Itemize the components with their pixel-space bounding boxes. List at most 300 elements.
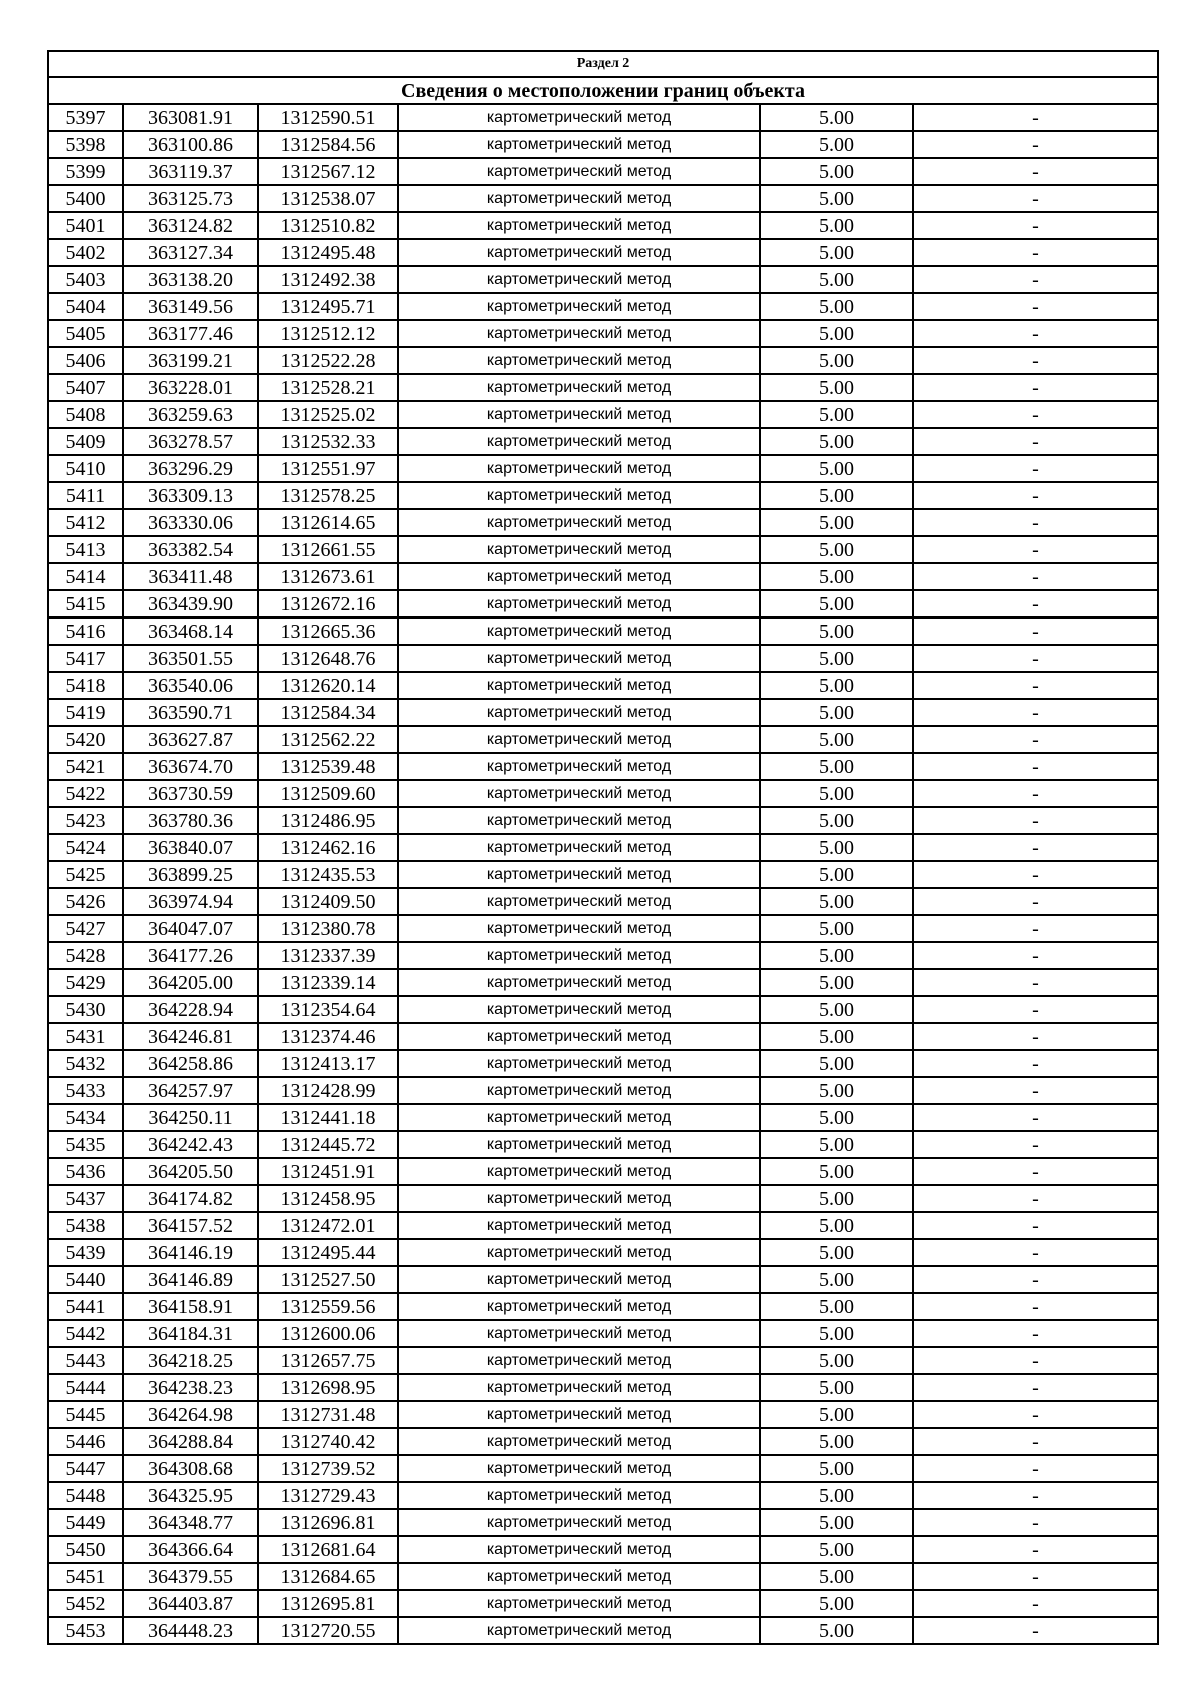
accuracy-cell: 5.00 — [760, 780, 913, 807]
coord-x-cell: 364264.98 — [123, 1401, 258, 1428]
point-number-cell: 5400 — [48, 185, 123, 212]
table-row — [48, 1482, 1158, 1509]
point-number-cell: 5451 — [48, 1563, 123, 1590]
method-cell: картометрический метод — [398, 1266, 760, 1293]
accuracy-cell: 5.00 — [760, 1104, 913, 1131]
point-number-cell: 5445 — [48, 1401, 123, 1428]
note-cell: - — [913, 1320, 1158, 1347]
point-number-cell: 5398 — [48, 131, 123, 158]
method-cell: картометрический метод — [398, 374, 760, 401]
note-cell: - — [913, 1158, 1158, 1185]
coord-y-cell: 1312698.95 — [258, 1374, 398, 1401]
table-row — [48, 293, 1158, 320]
point-number-cell: 5434 — [48, 1104, 123, 1131]
table-row — [48, 131, 1158, 158]
coord-x-cell: 363411.48 — [123, 563, 258, 590]
coord-y-cell: 1312665.36 — [258, 618, 398, 646]
point-number-cell: 5403 — [48, 266, 123, 293]
accuracy-cell: 5.00 — [760, 1509, 913, 1536]
note-cell: - — [913, 374, 1158, 401]
note-cell: - — [913, 563, 1158, 590]
table-row — [48, 1509, 1158, 1536]
table-row — [48, 1590, 1158, 1617]
accuracy-cell: 5.00 — [760, 1050, 913, 1077]
table-row — [48, 1077, 1158, 1104]
note-cell: - — [913, 158, 1158, 185]
accuracy-cell: 5.00 — [760, 1590, 913, 1617]
table-row — [48, 1158, 1158, 1185]
accuracy-cell: 5.00 — [760, 1563, 913, 1590]
table-title-row — [48, 77, 1158, 104]
accuracy-cell: 5.00 — [760, 672, 913, 699]
coord-x-cell: 364157.52 — [123, 1212, 258, 1239]
method-cell: картометрический метод — [398, 888, 760, 915]
accuracy-cell: 5.00 — [760, 1239, 913, 1266]
point-number-cell: 5427 — [48, 915, 123, 942]
point-number-cell: 5452 — [48, 1590, 123, 1617]
table-row — [48, 590, 1158, 618]
method-cell: картометрический метод — [398, 1509, 760, 1536]
accuracy-cell: 5.00 — [760, 536, 913, 563]
method-cell: картометрический метод — [398, 1590, 760, 1617]
note-cell: - — [913, 726, 1158, 753]
accuracy-cell: 5.00 — [760, 1293, 913, 1320]
accuracy-cell: 5.00 — [760, 1158, 913, 1185]
table-row — [48, 185, 1158, 212]
method-cell: картометрический метод — [398, 915, 760, 942]
point-number-cell: 5421 — [48, 753, 123, 780]
coord-y-cell: 1312495.71 — [258, 293, 398, 320]
coord-y-cell: 1312522.28 — [258, 347, 398, 374]
method-cell: картометрический метод — [398, 1158, 760, 1185]
table-row — [48, 266, 1158, 293]
accuracy-cell: 5.00 — [760, 1131, 913, 1158]
table-row — [48, 482, 1158, 509]
note-cell: - — [913, 347, 1158, 374]
accuracy-cell: 5.00 — [760, 807, 913, 834]
accuracy-cell: 5.00 — [760, 1320, 913, 1347]
accuracy-cell: 5.00 — [760, 996, 913, 1023]
accuracy-cell: 5.00 — [760, 699, 913, 726]
method-cell: картометрический метод — [398, 401, 760, 428]
method-cell: картометрический метод — [398, 834, 760, 861]
table-row — [48, 726, 1158, 753]
table-row — [48, 212, 1158, 239]
point-number-cell: 5409 — [48, 428, 123, 455]
note-cell: - — [913, 1266, 1158, 1293]
note-cell: - — [913, 1482, 1158, 1509]
accuracy-cell: 5.00 — [760, 401, 913, 428]
accuracy-cell: 5.00 — [760, 753, 913, 780]
note-cell: - — [913, 1590, 1158, 1617]
point-number-cell: 5438 — [48, 1212, 123, 1239]
coord-y-cell: 1312739.52 — [258, 1455, 398, 1482]
table-row — [48, 1104, 1158, 1131]
coord-y-cell: 1312525.02 — [258, 401, 398, 428]
accuracy-cell: 5.00 — [760, 1428, 913, 1455]
table-row — [48, 888, 1158, 915]
table-row — [48, 1266, 1158, 1293]
table-row — [48, 1293, 1158, 1320]
accuracy-cell: 5.00 — [760, 942, 913, 969]
method-cell: картометрический метод — [398, 942, 760, 969]
coord-x-cell: 363296.29 — [123, 455, 258, 482]
accuracy-cell: 5.00 — [760, 1347, 913, 1374]
method-cell: картометрический метод — [398, 131, 760, 158]
coord-y-cell: 1312441.18 — [258, 1104, 398, 1131]
coord-x-cell: 363840.07 — [123, 834, 258, 861]
coord-x-cell: 363439.90 — [123, 590, 258, 618]
accuracy-cell: 5.00 — [760, 509, 913, 536]
note-cell: - — [913, 1050, 1158, 1077]
table-row — [48, 780, 1158, 807]
coord-y-cell: 1312539.48 — [258, 753, 398, 780]
accuracy-cell: 5.00 — [760, 1023, 913, 1050]
point-number-cell: 5441 — [48, 1293, 123, 1320]
coord-x-cell: 363199.21 — [123, 347, 258, 374]
accuracy-cell: 5.00 — [760, 726, 913, 753]
point-number-cell: 5431 — [48, 1023, 123, 1050]
point-number-cell: 5401 — [48, 212, 123, 239]
coord-y-cell: 1312532.33 — [258, 428, 398, 455]
coord-y-cell: 1312740.42 — [258, 1428, 398, 1455]
coord-y-cell: 1312661.55 — [258, 536, 398, 563]
coord-x-cell: 363590.71 — [123, 699, 258, 726]
coord-y-cell: 1312696.81 — [258, 1509, 398, 1536]
table-row — [48, 699, 1158, 726]
coord-y-cell: 1312731.48 — [258, 1401, 398, 1428]
coord-x-cell: 364379.55 — [123, 1563, 258, 1590]
table-row — [48, 563, 1158, 590]
table-row — [48, 158, 1158, 185]
accuracy-cell: 5.00 — [760, 618, 913, 646]
table-row — [48, 374, 1158, 401]
table-row — [48, 1563, 1158, 1590]
point-number-cell: 5432 — [48, 1050, 123, 1077]
accuracy-cell: 5.00 — [760, 915, 913, 942]
coord-x-cell: 363730.59 — [123, 780, 258, 807]
note-cell: - — [913, 699, 1158, 726]
coord-y-cell: 1312458.95 — [258, 1185, 398, 1212]
method-cell: картометрический метод — [398, 158, 760, 185]
note-cell: - — [913, 942, 1158, 969]
coord-x-cell: 363627.87 — [123, 726, 258, 753]
accuracy-cell: 5.00 — [760, 834, 913, 861]
accuracy-cell: 5.00 — [760, 969, 913, 996]
point-number-cell: 5446 — [48, 1428, 123, 1455]
method-cell: картометрический метод — [398, 1374, 760, 1401]
accuracy-cell: 5.00 — [760, 563, 913, 590]
coord-y-cell: 1312681.64 — [258, 1536, 398, 1563]
note-cell: - — [913, 861, 1158, 888]
accuracy-cell: 5.00 — [760, 104, 913, 131]
point-number-cell: 5399 — [48, 158, 123, 185]
table-row — [48, 1320, 1158, 1347]
method-cell: картометрический метод — [398, 1239, 760, 1266]
coord-y-cell: 1312584.56 — [258, 131, 398, 158]
coord-y-cell: 1312374.46 — [258, 1023, 398, 1050]
point-number-cell: 5439 — [48, 1239, 123, 1266]
method-cell: картометрический метод — [398, 293, 760, 320]
table-row — [48, 618, 1158, 646]
table-row — [48, 455, 1158, 482]
table-row — [48, 969, 1158, 996]
coord-x-cell: 364184.31 — [123, 1320, 258, 1347]
method-cell: картометрический метод — [398, 509, 760, 536]
point-number-cell: 5428 — [48, 942, 123, 969]
note-cell: - — [913, 1131, 1158, 1158]
point-number-cell: 5405 — [48, 320, 123, 347]
table-row — [48, 536, 1158, 563]
coord-x-cell: 364308.68 — [123, 1455, 258, 1482]
method-cell: картометрический метод — [398, 1347, 760, 1374]
note-cell: - — [913, 780, 1158, 807]
point-number-cell: 5407 — [48, 374, 123, 401]
note-cell: - — [913, 915, 1158, 942]
method-cell: картометрический метод — [398, 969, 760, 996]
coord-x-cell: 364218.25 — [123, 1347, 258, 1374]
section-header-row — [48, 51, 1158, 77]
point-number-cell: 5450 — [48, 1536, 123, 1563]
accuracy-cell: 5.00 — [760, 888, 913, 915]
note-cell: - — [913, 1428, 1158, 1455]
table-row — [48, 1401, 1158, 1428]
accuracy-cell: 5.00 — [760, 1482, 913, 1509]
accuracy-cell: 5.00 — [760, 861, 913, 888]
note-cell: - — [913, 1347, 1158, 1374]
point-number-cell: 5437 — [48, 1185, 123, 1212]
method-cell: картометрический метод — [398, 1320, 760, 1347]
coord-y-cell: 1312590.51 — [258, 104, 398, 131]
method-cell: картометрический метод — [398, 563, 760, 590]
coord-x-cell: 363780.36 — [123, 807, 258, 834]
coord-x-cell: 364238.23 — [123, 1374, 258, 1401]
coord-x-cell: 364250.11 — [123, 1104, 258, 1131]
coord-x-cell: 364146.19 — [123, 1239, 258, 1266]
method-cell: картометрический метод — [398, 618, 760, 646]
note-cell: - — [913, 590, 1158, 618]
method-cell: картометрический метод — [398, 428, 760, 455]
coord-y-cell: 1312578.25 — [258, 482, 398, 509]
method-cell: картометрический метод — [398, 1212, 760, 1239]
coord-y-cell: 1312337.39 — [258, 942, 398, 969]
point-number-cell: 5415 — [48, 590, 123, 618]
coord-x-cell: 363228.01 — [123, 374, 258, 401]
accuracy-cell: 5.00 — [760, 320, 913, 347]
coord-y-cell: 1312620.14 — [258, 672, 398, 699]
point-number-cell: 5440 — [48, 1266, 123, 1293]
accuracy-cell: 5.00 — [760, 1266, 913, 1293]
point-number-cell: 5416 — [48, 618, 123, 646]
coord-x-cell: 364047.07 — [123, 915, 258, 942]
coord-x-cell: 363259.63 — [123, 401, 258, 428]
note-cell: - — [913, 672, 1158, 699]
table-row — [48, 1185, 1158, 1212]
point-number-cell: 5425 — [48, 861, 123, 888]
table-row — [48, 1239, 1158, 1266]
coord-y-cell: 1312354.64 — [258, 996, 398, 1023]
point-number-cell: 5426 — [48, 888, 123, 915]
point-number-cell: 5408 — [48, 401, 123, 428]
coord-x-cell: 363149.56 — [123, 293, 258, 320]
coord-x-cell: 363278.57 — [123, 428, 258, 455]
method-cell: картометрический метод — [398, 239, 760, 266]
note-cell: - — [913, 212, 1158, 239]
note-cell: - — [913, 1374, 1158, 1401]
coord-x-cell: 363124.82 — [123, 212, 258, 239]
method-cell: картометрический метод — [398, 1455, 760, 1482]
coord-x-cell: 364246.81 — [123, 1023, 258, 1050]
method-cell: картометрический метод — [398, 996, 760, 1023]
table-row — [48, 1050, 1158, 1077]
coord-y-cell: 1312428.99 — [258, 1077, 398, 1104]
coord-y-cell: 1312559.56 — [258, 1293, 398, 1320]
coord-y-cell: 1312672.16 — [258, 590, 398, 618]
note-cell: - — [913, 401, 1158, 428]
table-row — [48, 915, 1158, 942]
method-cell: картометрический метод — [398, 266, 760, 293]
coord-y-cell: 1312435.53 — [258, 861, 398, 888]
point-number-cell: 5404 — [48, 293, 123, 320]
method-cell: картометрический метод — [398, 1131, 760, 1158]
coord-y-cell: 1312648.76 — [258, 645, 398, 672]
accuracy-cell: 5.00 — [760, 1212, 913, 1239]
note-cell: - — [913, 1212, 1158, 1239]
accuracy-cell: 5.00 — [760, 482, 913, 509]
point-number-cell: 5414 — [48, 563, 123, 590]
accuracy-cell: 5.00 — [760, 347, 913, 374]
method-cell: картометрический метод — [398, 1023, 760, 1050]
note-cell: - — [913, 1509, 1158, 1536]
coord-y-cell: 1312729.43 — [258, 1482, 398, 1509]
coord-y-cell: 1312495.44 — [258, 1239, 398, 1266]
point-number-cell: 5429 — [48, 969, 123, 996]
table-row — [48, 645, 1158, 672]
coord-x-cell: 363309.13 — [123, 482, 258, 509]
table-row — [48, 1536, 1158, 1563]
point-number-cell: 5448 — [48, 1482, 123, 1509]
note-cell: - — [913, 455, 1158, 482]
method-cell: картометрический метод — [398, 1293, 760, 1320]
method-cell: картометрический метод — [398, 1401, 760, 1428]
document-page — [47, 50, 1157, 1645]
note-cell: - — [913, 834, 1158, 861]
coord-x-cell: 364205.50 — [123, 1158, 258, 1185]
note-cell: - — [913, 1239, 1158, 1266]
coord-y-cell: 1312445.72 — [258, 1131, 398, 1158]
boundary-coordinates-table — [47, 50, 1159, 1645]
accuracy-cell: 5.00 — [760, 1077, 913, 1104]
method-cell: картометрический метод — [398, 1482, 760, 1509]
accuracy-cell: 5.00 — [760, 1401, 913, 1428]
section-label: Раздел 2 — [48, 51, 1158, 77]
point-number-cell: 5436 — [48, 1158, 123, 1185]
note-cell: - — [913, 1617, 1158, 1644]
coord-x-cell: 364228.94 — [123, 996, 258, 1023]
coord-x-cell: 364258.86 — [123, 1050, 258, 1077]
method-cell: картометрический метод — [398, 699, 760, 726]
method-cell: картометрический метод — [398, 1617, 760, 1644]
method-cell: картометрический метод — [398, 590, 760, 618]
table-row — [48, 753, 1158, 780]
table-row — [48, 320, 1158, 347]
note-cell: - — [913, 104, 1158, 131]
method-cell: картометрический метод — [398, 1104, 760, 1131]
accuracy-cell: 5.00 — [760, 293, 913, 320]
table-row — [48, 104, 1158, 131]
note-cell: - — [913, 536, 1158, 563]
accuracy-cell: 5.00 — [760, 1185, 913, 1212]
point-number-cell: 5444 — [48, 1374, 123, 1401]
note-cell: - — [913, 645, 1158, 672]
coord-y-cell: 1312451.91 — [258, 1158, 398, 1185]
note-cell: - — [913, 888, 1158, 915]
accuracy-cell: 5.00 — [760, 455, 913, 482]
point-number-cell: 5410 — [48, 455, 123, 482]
note-cell: - — [913, 509, 1158, 536]
coord-y-cell: 1312567.12 — [258, 158, 398, 185]
method-cell: картометрический метод — [398, 645, 760, 672]
table-row — [48, 942, 1158, 969]
coord-y-cell: 1312657.75 — [258, 1347, 398, 1374]
coord-x-cell: 364205.00 — [123, 969, 258, 996]
note-cell: - — [913, 131, 1158, 158]
coord-y-cell: 1312562.22 — [258, 726, 398, 753]
point-number-cell: 5417 — [48, 645, 123, 672]
note-cell: - — [913, 482, 1158, 509]
point-number-cell: 5449 — [48, 1509, 123, 1536]
note-cell: - — [913, 1455, 1158, 1482]
point-number-cell: 5412 — [48, 509, 123, 536]
table-row — [48, 1617, 1158, 1644]
coord-x-cell: 363674.70 — [123, 753, 258, 780]
coord-y-cell: 1312462.16 — [258, 834, 398, 861]
table-row — [48, 996, 1158, 1023]
note-cell: - — [913, 807, 1158, 834]
accuracy-cell: 5.00 — [760, 374, 913, 401]
table-row — [48, 509, 1158, 536]
coord-y-cell: 1312409.50 — [258, 888, 398, 915]
point-number-cell: 5430 — [48, 996, 123, 1023]
accuracy-cell: 5.00 — [760, 266, 913, 293]
coord-x-cell: 363468.14 — [123, 618, 258, 646]
coord-x-cell: 363974.94 — [123, 888, 258, 915]
coord-x-cell: 364177.26 — [123, 942, 258, 969]
method-cell: картометрический метод — [398, 1428, 760, 1455]
method-cell: картометрический метод — [398, 185, 760, 212]
method-cell: картометрический метод — [398, 455, 760, 482]
coord-y-cell: 1312720.55 — [258, 1617, 398, 1644]
coord-x-cell: 363119.37 — [123, 158, 258, 185]
coord-x-cell: 363127.34 — [123, 239, 258, 266]
method-cell: картометрический метод — [398, 104, 760, 131]
table-row — [48, 672, 1158, 699]
coord-x-cell: 364348.77 — [123, 1509, 258, 1536]
coord-x-cell: 363125.73 — [123, 185, 258, 212]
method-cell: картометрический метод — [398, 807, 760, 834]
method-cell: картометрический метод — [398, 1536, 760, 1563]
table-row — [48, 428, 1158, 455]
coord-x-cell: 364242.43 — [123, 1131, 258, 1158]
note-cell: - — [913, 1104, 1158, 1131]
coord-y-cell: 1312538.07 — [258, 185, 398, 212]
note-cell: - — [913, 969, 1158, 996]
method-cell: картометрический метод — [398, 1185, 760, 1212]
table-row — [48, 1212, 1158, 1239]
coord-x-cell: 363081.91 — [123, 104, 258, 131]
note-cell: - — [913, 1563, 1158, 1590]
point-number-cell: 5418 — [48, 672, 123, 699]
